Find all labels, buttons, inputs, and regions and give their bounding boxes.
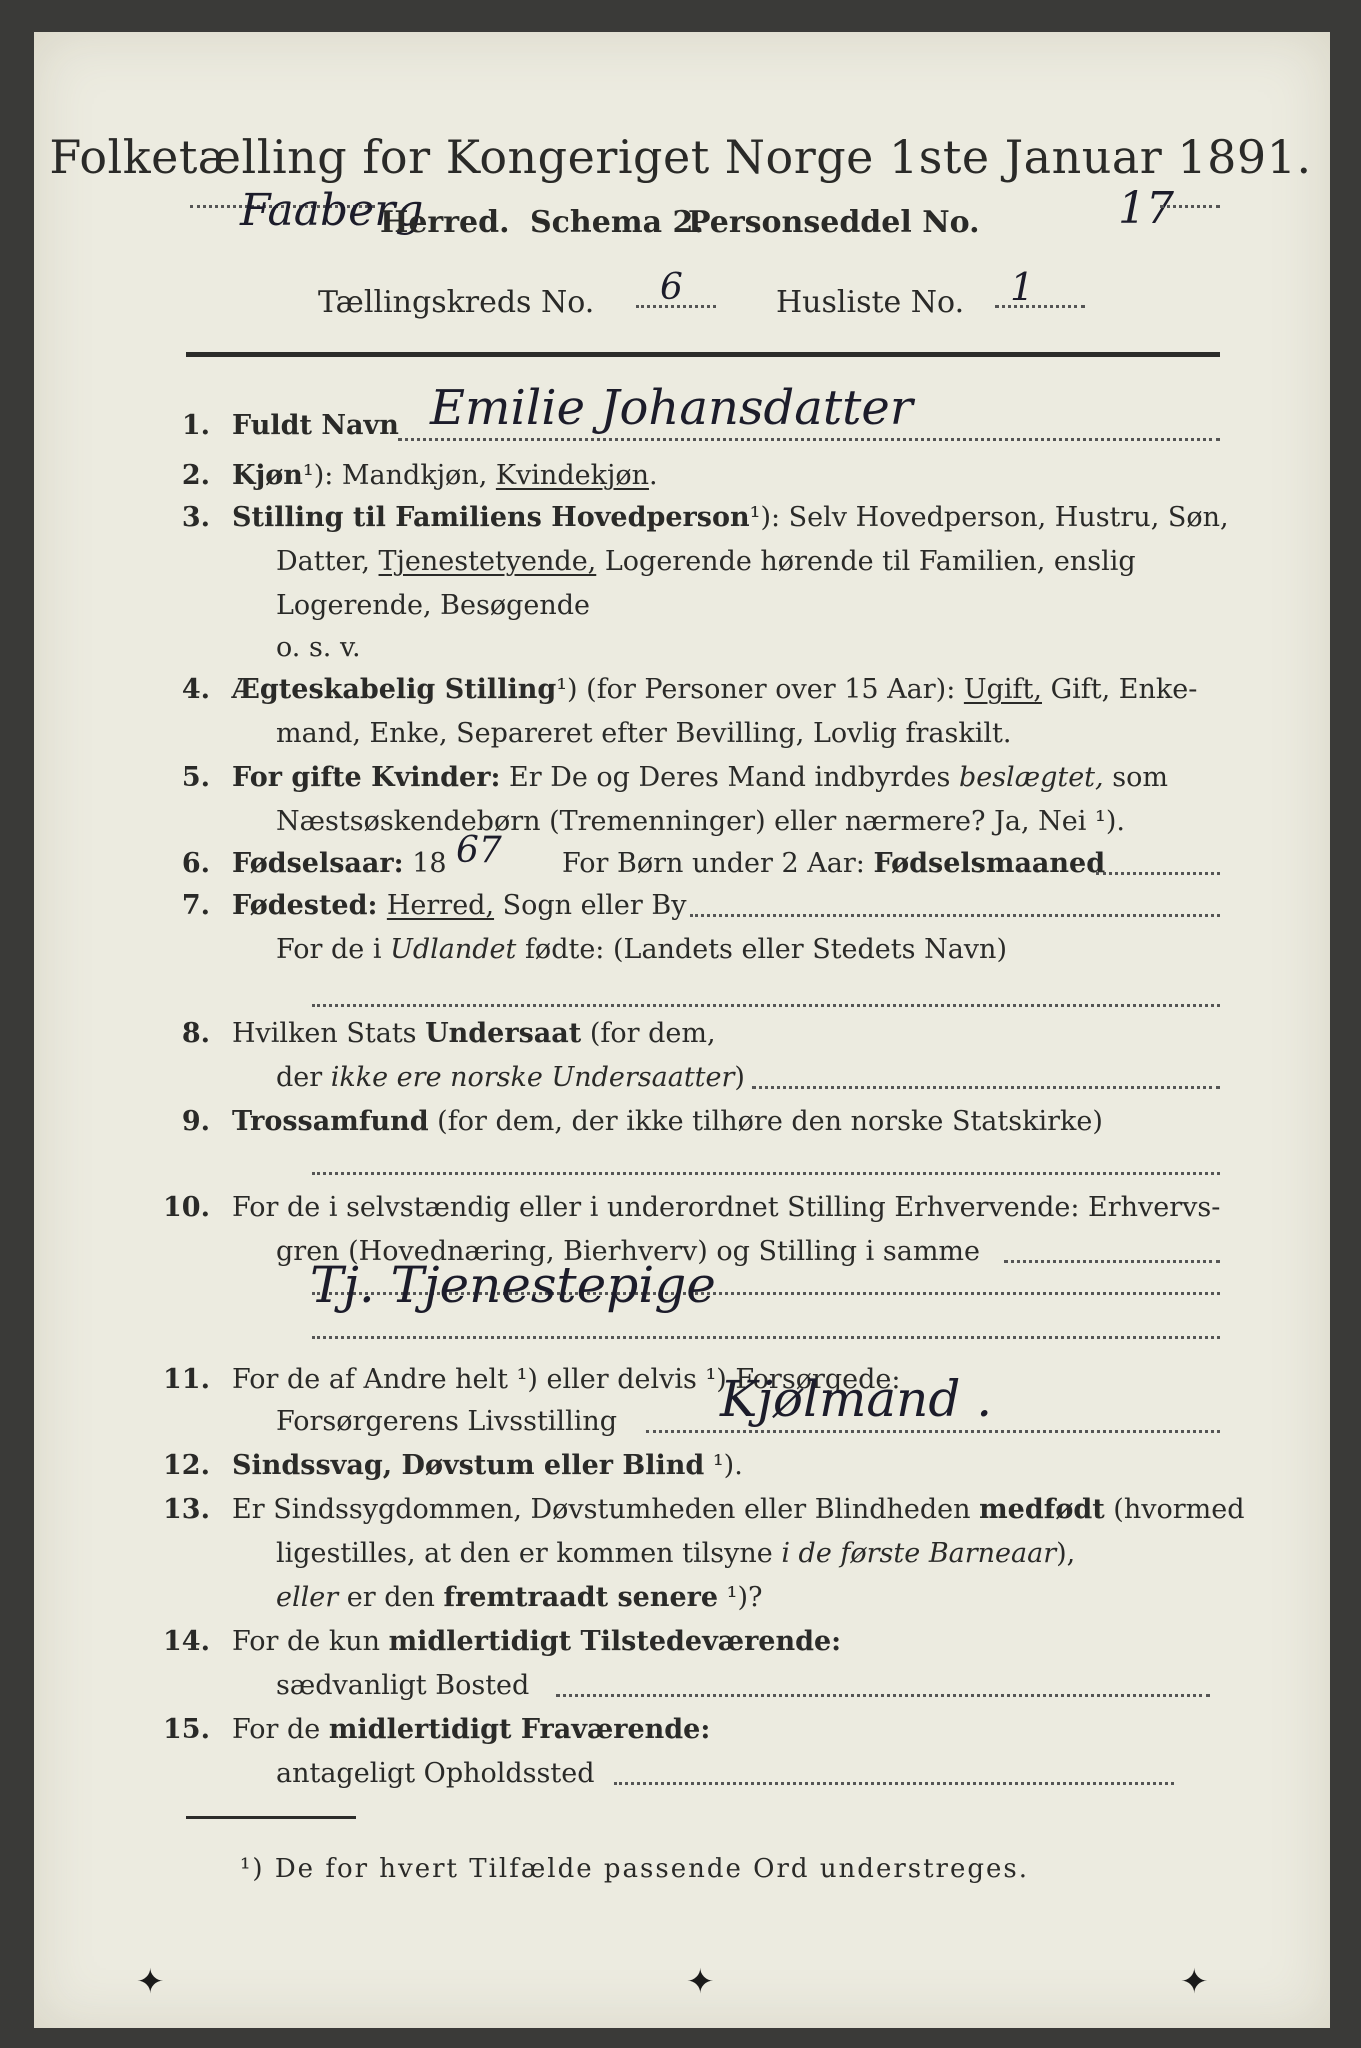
q9-text: Trossamfund (for dem, der ikke tilhøre den norske Statskirke) [232,1106,1103,1137]
q11-text-line2: Forsørgerens Livsstilling [276,1406,618,1437]
q10-answer[interactable]: Tj. Tjenestepige [310,1256,716,1314]
q11-number: 11. [163,1364,210,1395]
q8-text-line2: der ikke ere norske Undersaatter) [276,1062,745,1093]
q15-text-line2: antageligt Opholdssted [276,1758,595,1789]
taellingskreds-label: Tællingskreds No. [318,285,595,320]
q8-number: 8. [181,1018,210,1049]
q7-number: 7. [181,890,210,921]
q5-number: 5. [181,762,210,793]
q7-text-line1: Fødested: Herred, Sogn eller By [232,890,687,921]
herred-name-value[interactable]: Faaberg [240,185,424,236]
footnote: ¹) De for hvert Tilfælde passende Ord understreges. [240,1854,1030,1884]
q11-answer[interactable]: Kjølmand . [720,1370,993,1428]
q4-number: 4. [181,674,210,705]
q4-text-line2: mand, Enke, Separeret efter Bevilling, Lovlig fraskilt. [276,718,1012,749]
q1-number: 1. [181,410,210,441]
herred-label: Herred. [380,205,510,240]
q1-answer[interactable]: Emilie Johansdatter [430,380,913,436]
q14-text-line1: For de kun midlertidigt Tilstedeværende: [232,1626,842,1657]
q3-text-line3: Logerende, Besøgende [276,590,590,621]
q5-text-line1: For gifte Kvinder: Er De og Deres Mand indbyrdes beslægtet, som [232,762,1168,793]
q10-text-line1: For de i selvstændig eller i underordnet Stilling Erhvervende: Erhvervs- [232,1192,1221,1223]
q12-text: Sindssvag, Døvstum eller Blind ¹). [232,1450,743,1481]
q6-text: Fødselsaar: 18 [232,848,447,879]
q8-text-line1: Hvilken Stats Undersaat (for dem, [232,1018,716,1049]
q6-text-mid: For Børn under 2 Aar: Fødselsmaaned [562,848,1106,879]
q14-text-line2: sædvanligt Bosted [276,1670,530,1701]
q14-number: 14. [163,1626,210,1657]
form-title: Folketælling for Kongeriget Norge 1ste Januar 1891. [49,130,1312,184]
q13-text-line3: eller er den fremtraadt senere ¹)? [276,1582,763,1613]
q13-text-line1: Er Sindssygdommen, Døvstumheden eller Blindheden medfødt (hvormed [232,1494,1245,1525]
schema-label: Schema 2. [530,205,704,240]
q3-text-line4: o. s. v. [276,632,361,663]
q3-number: 3. [181,502,210,533]
q3-text-line1: Stilling til Familiens Hovedperson¹): Selv Hovedperson, Hustru, Søn, [232,502,1229,533]
q6-year-answer[interactable]: 67 [456,830,502,871]
q12-number: 12. [163,1450,210,1481]
q13-number: 13. [163,1494,210,1525]
corner-mark-left-icon: ✦ [136,1962,165,2002]
personseddel-number-value[interactable]: 17 [1118,183,1174,234]
personseddel-label: Personseddel No. [688,205,980,240]
husliste-label: Husliste No. [776,285,965,320]
q11-text-line1: For de af Andre helt ¹) eller delvis ¹) Forsørgede: [232,1364,901,1395]
corner-mark-right-icon: ✦ [1180,1962,1209,2002]
q10-text-line2: gren (Hovednæring, Bierhverv) og Stilling i samme [276,1236,981,1267]
husliste-value[interactable]: 1 [1010,265,1035,309]
taellingskreds-value[interactable]: 6 [660,267,683,308]
q6-number: 6. [181,848,210,879]
center-mark-icon: ✦ [686,1962,715,2002]
q2-number: 2. [181,460,210,491]
q5-text-line2: Næstsøskendebørn (Tremenninger) eller nærmere? Ja, Nei ¹). [276,806,1125,837]
q2-text: Kjøn¹): Mandkjøn, Kvindekjøn. [232,460,658,491]
q9-number: 9. [181,1106,210,1137]
q1-label: Fuldt Navn [232,410,399,441]
q15-number: 15. [163,1714,210,1745]
q10-number: 10. [163,1192,210,1223]
q3-text-line2: Datter, Tjenestetyende, Logerende hørende til Familien, enslig [276,546,1136,577]
q15-text-line1: For de midlertidigt Fraværende: [232,1714,711,1745]
q7-text-line2: For de i Udlandet fødte: (Landets eller Stedets Navn) [276,934,1007,965]
footnote-divider [186,1816,356,1819]
header-divider [186,352,1220,357]
q13-text-line2: ligestilles, at den er kommen tilsyne i de første Barneaar), [276,1538,1076,1569]
q4-text-line1: Ægteskabelig Stilling¹) (for Personer over 15 Aar): Ugift, Gift, Enke- [232,674,1198,705]
